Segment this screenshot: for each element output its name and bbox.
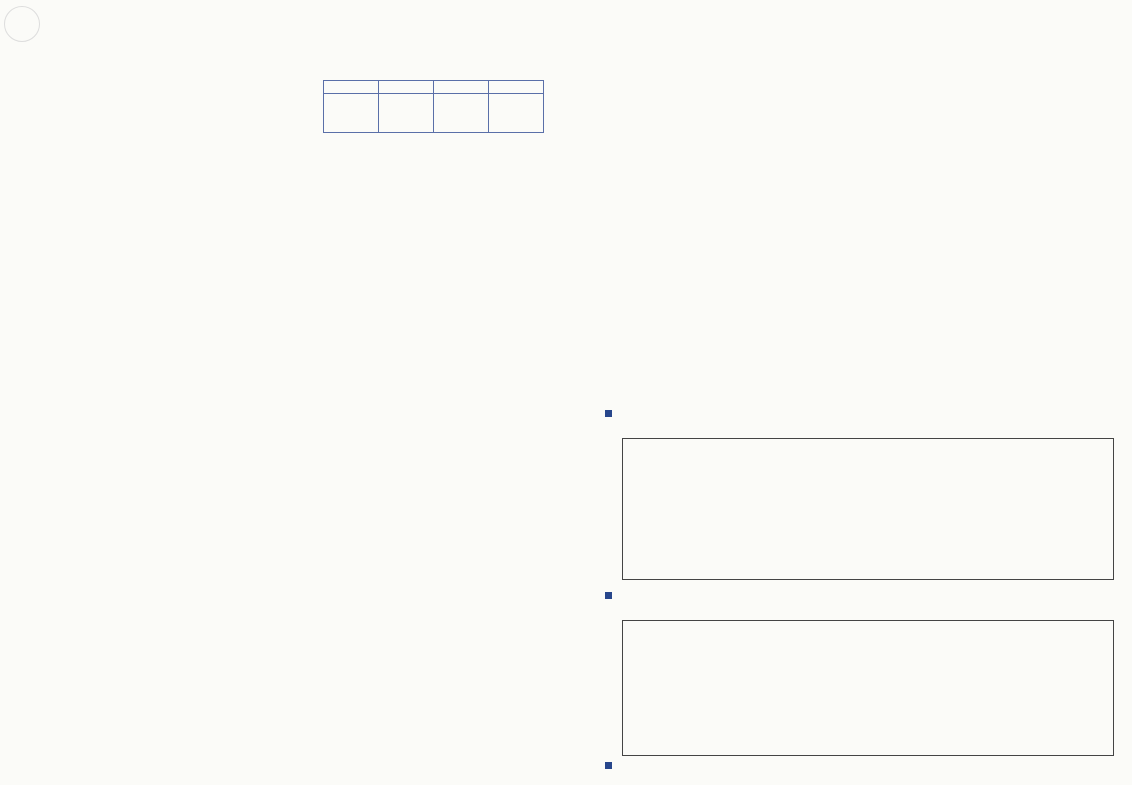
staff-table (323, 80, 544, 133)
faint-logo-mark (4, 6, 40, 42)
staff-header-realestate (489, 81, 544, 94)
staff-header-technical (434, 81, 489, 94)
comment2-box (622, 620, 1114, 756)
footer-thanks (605, 761, 617, 772)
comment2-prompt-1 (605, 591, 617, 602)
comment1-box (622, 438, 1114, 580)
comment1-prompt-1 (605, 409, 617, 420)
staff-header-sales (324, 81, 379, 94)
staff-header-planner (379, 81, 434, 94)
